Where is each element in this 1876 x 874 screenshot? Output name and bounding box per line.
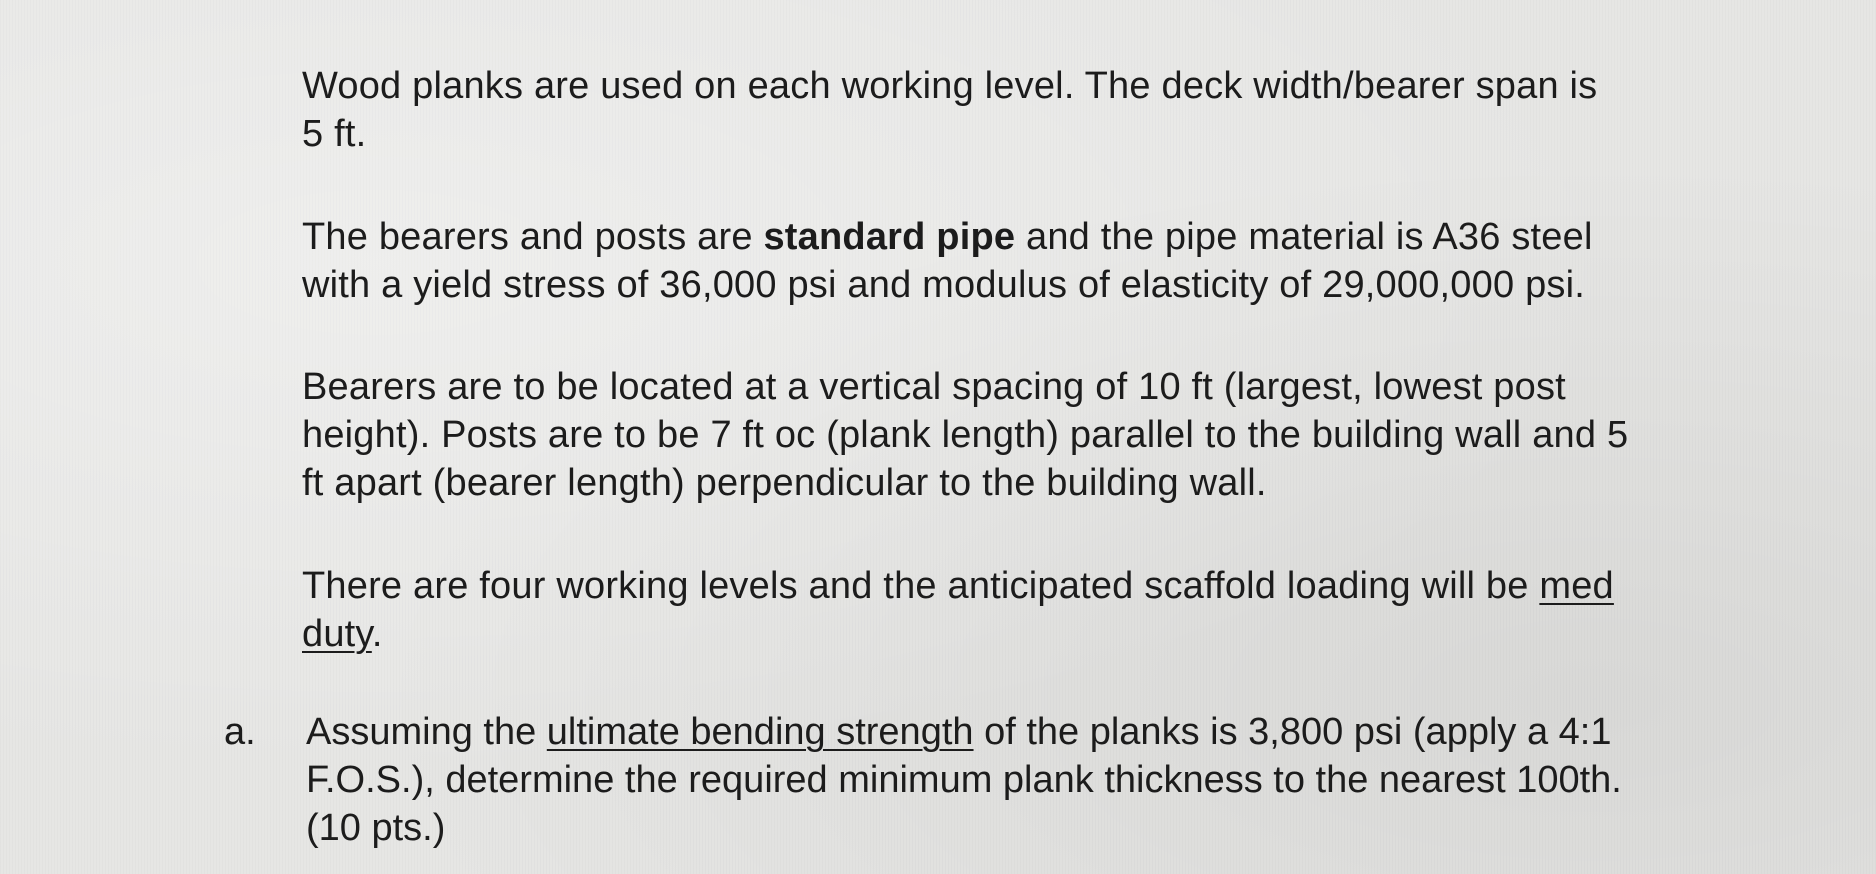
text-line: ft apart (bearer length) perpendicular to the building wall. (302, 462, 1267, 504)
underlined-term-ultimate-bending-strength: ultimate bending strength (546, 711, 974, 753)
underlined-term-med: med (1539, 565, 1614, 607)
text-line: Wood planks are used on each working level. The deck width/bearer span is (302, 65, 1598, 107)
text-line: 5 ft. (302, 113, 367, 155)
text-segment: and the pipe material is A36 steel (1015, 216, 1593, 258)
underlined-term-duty: duty (302, 613, 372, 655)
text-line: (10 pts.) (306, 807, 446, 849)
text-segment: There are four working levels and the anticipated scaffold loading will be (302, 565, 1540, 607)
paragraph-working-levels (302, 562, 1822, 658)
text-segment: . (371, 613, 383, 655)
text-segment: The bearers and posts are (302, 216, 764, 258)
question-label: a. (224, 711, 256, 753)
text-segment: of the planks is 3,800 psi (apply a 4:1 (973, 711, 1612, 753)
paragraph-pipe-material (302, 213, 1822, 309)
text-line (306, 708, 1824, 756)
text-line: Bearers are to be located at a vertical spacing of 10 ft (largest, lowest post (302, 366, 1566, 408)
question-text (306, 708, 1824, 852)
text-line (302, 610, 1822, 658)
text-segment: Assuming the (306, 711, 547, 753)
text-line: F.O.S.), determine the required minimum plank thickness to the nearest 100th. (306, 759, 1622, 801)
text-line: with a yield stress of 36,000 psi and modulus of elasticity of 29,000,000 psi. (302, 264, 1585, 306)
text-line (302, 562, 1822, 610)
text-line (302, 213, 1822, 261)
paragraph-bearer-spacing (302, 363, 1822, 507)
paragraph-planks (302, 62, 1822, 158)
text-line: height). Posts are to be 7 ft oc (plank length) parallel to the building wall and 5 (302, 414, 1629, 456)
bold-term-standard-pipe: standard pipe (763, 216, 1016, 258)
